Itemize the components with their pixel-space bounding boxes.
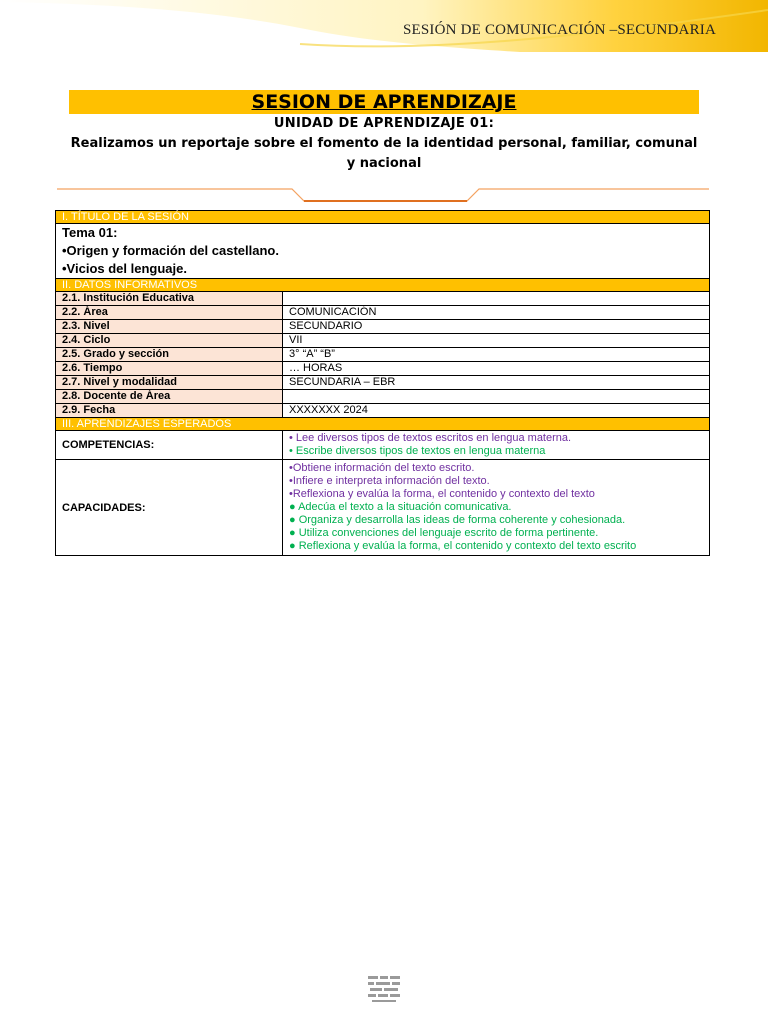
capacidades-list — [283, 460, 710, 556]
unit-heading: UNIDAD DE APRENDIZAJE 01: — [273, 116, 495, 131]
info-value — [283, 292, 710, 306]
capacidad-item: ● Organiza y desarrolla las ideas de forma coherente y cohesionada. — [289, 514, 626, 526]
info-row — [56, 334, 710, 348]
info-label: 2.5. Grado y sección — [56, 348, 283, 362]
info-value: VII — [283, 334, 710, 348]
info-label: 2.8. Docente de Área — [56, 390, 283, 404]
info-row — [56, 390, 710, 404]
section-title-heading: I. TÍTULO DE LA SESIÓN — [56, 211, 710, 224]
capacidad-item: •Reflexiona y evalúa la forma, el contenido y contexto del texto — [289, 488, 595, 500]
document-title: SESION DE APRENDIZAJE — [69, 90, 699, 114]
competencia-item: • Lee diversos tipos de textos escritos en lengua materna. — [289, 432, 572, 444]
footer-watermark-logo — [366, 974, 402, 1004]
info-value: 3° “A” “B” — [283, 348, 710, 362]
capacidades-row — [56, 460, 710, 556]
info-row — [56, 292, 710, 306]
session-table — [55, 210, 710, 556]
unit-description: Realizamos un reportaje sobre el fomento de la identidad personal, familiar, comunal y nacional — [70, 136, 698, 171]
info-row — [56, 376, 710, 390]
info-label: 2.1. Institución Educativa — [56, 292, 283, 306]
info-row — [56, 320, 710, 334]
competencias-label: COMPETENCIAS: — [56, 431, 283, 460]
capacidad-item: •Obtiene información del texto escrito. — [289, 462, 475, 474]
info-label: 2.7. Nivel y modalidad — [56, 376, 283, 390]
info-label: 2.4. Ciclo — [56, 334, 283, 348]
topic-item: •Origen y formación del castellano. — [62, 243, 279, 258]
info-label: 2.3. Nivel — [56, 320, 283, 334]
capacidad-item: ● Reflexiona y evalúa la forma, el contenido y contexto del texto escrito — [289, 540, 637, 552]
competencia-item: • Escribe diversos tipos de textos en lengua materna — [289, 445, 546, 457]
capacidad-item: ● Adecúa el texto a la situación comunicativa. — [289, 501, 512, 513]
decorative-divider — [57, 185, 709, 203]
capacidades-label: CAPACIDADES: — [56, 460, 283, 556]
competencias-row — [56, 431, 710, 460]
info-value: SECUNDARIO — [283, 320, 710, 334]
info-row — [56, 306, 710, 320]
section-info-heading: II. DATOS INFORMATIVOS — [56, 279, 710, 292]
section-heading-row — [56, 279, 710, 292]
info-row — [56, 404, 710, 418]
competencias-list — [283, 431, 710, 460]
session-topic-row — [56, 224, 710, 279]
info-value — [283, 390, 710, 404]
section-heading-row — [56, 418, 710, 431]
topic-item: •Vicios del lenguaje. — [62, 261, 187, 276]
info-value: XXXXXXX 2024 — [283, 404, 710, 418]
info-row — [56, 362, 710, 376]
capacidad-item: ● Utiliza convenciones del lenguaje escrito de forma pertinente. — [289, 527, 599, 539]
section-learning-heading: III. APRENDIZAJES ESPERADOS — [56, 418, 710, 431]
capacidad-item: •Infiere e interpreta información del texto. — [289, 475, 490, 487]
info-label: 2.9. Fecha — [56, 404, 283, 418]
topic-label: Tema 01: — [62, 225, 118, 240]
header-band — [0, 0, 768, 52]
info-value: SECUNDARIA – EBR — [283, 376, 710, 390]
header-title: SESIÓN DE COMUNICACIÓN –SECUNDARIA — [402, 22, 716, 38]
session-topic-cell — [56, 224, 710, 279]
info-value: … HORAS — [283, 362, 710, 376]
info-label: 2.2. Área — [56, 306, 283, 320]
section-heading-row — [56, 211, 710, 224]
info-row — [56, 348, 710, 362]
info-value: COMUNICACIÓN — [283, 306, 710, 320]
info-label: 2.6. Tiempo — [56, 362, 283, 376]
